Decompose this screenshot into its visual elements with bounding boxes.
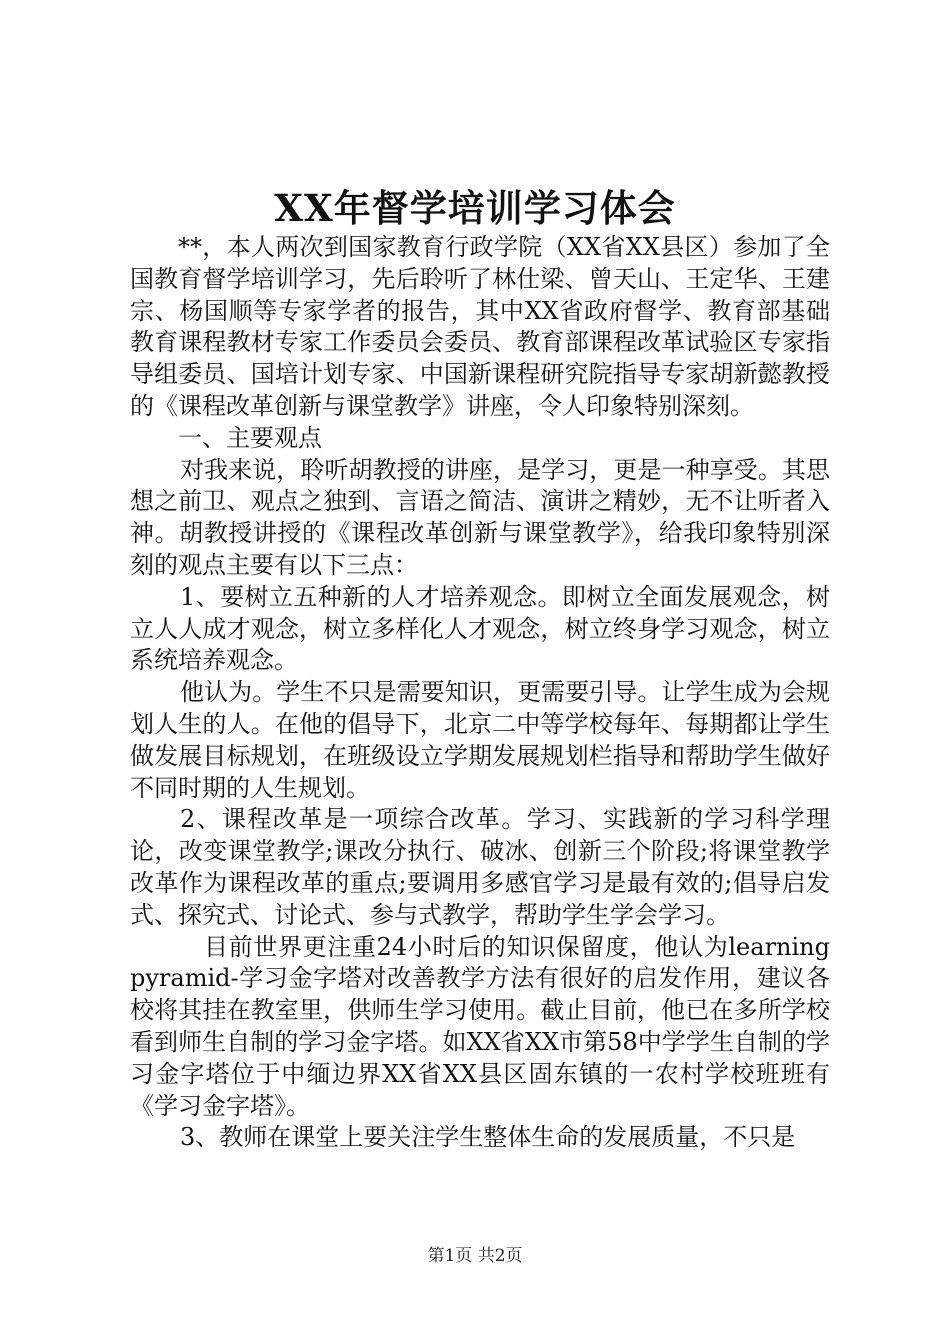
paragraph-point-2-detail: 目前世界更注重24小时后的知识保留度，他认为learningpyramid-学习金字塔对改善教学方法有很好的启发作用，建议各校将其挂在教室里，供师生学习使用。截止目前，他已在多所学校看到师生自制的学习金字塔。如XX省XX市第58中学学生自制的学习金字塔位于中缅边界XX省XX县区固东镇的一农村学校班班有《学习金字塔》。	[130, 932, 830, 1120]
document-title: XX年督学培训学习体会	[274, 186, 676, 230]
document-body	[130, 232, 830, 1154]
paragraph-intro: **，本人两次到国家教育行政学院（XX省XX县区）参加了全国教育督学培训学习，先后聆听了林仕梁、曾天山、王定华、王建宗、杨国顺等专家学者的报告，其中XX省政府督学、教育部基础教育课程教材专家工作委员会委员、教育部课程改革试验区专家指导组委员、国培计划专家、中国新课程研究院指导专家胡新懿教授的《课程改革创新与课堂教学》讲座，令人印象特别深刻。	[130, 233, 830, 420]
paragraph-point-1: 1、要树立五种新的人才培养观念。即树立全面发展观念，树立人人成才观念，树立多样化人才观念，树立终身学习观念，树立系统培养观念。	[130, 582, 830, 675]
paragraph-impression: 对我来说，聆听胡教授的讲座，是学习，更是一种享受。其思想之前卫、观点之独到、言语之简洁、演讲之精妙，无不让听者入神。胡教授讲授的《课程改革创新与课堂教学》，给我印象特别深刻的观点主要有以下三点：	[130, 455, 830, 579]
paragraph-point-3: 3、教师在课堂上要关注学生整体生命的发展质量，不只是	[180, 1123, 796, 1152]
paragraph-point-1-detail: 他认为。学生不只是需要知识，更需要引导。让学生成为会规划人生的人。在他的倡导下，北京二中等学校每年、每期都让学生做发展目标规划，在班级设立学期发展规划栏指导和帮助学生做好不同时期的人生规划。	[130, 678, 830, 802]
paragraph-point-2: 2、课程改革是一项综合改革。学习、实践新的学习科学理论，改变课堂教学;课改分执行、破冰、创新三个阶段;将课堂教学改革作为课程改革的重点;要调用多感官学习是最有效的;倡导启发式、探究式、讨论式、参与式教学，帮助学生学会学习。	[130, 805, 830, 929]
section-heading-main-views: 一、主要观点	[178, 423, 322, 452]
page-footer: 第1页 共2页	[427, 1246, 523, 1266]
